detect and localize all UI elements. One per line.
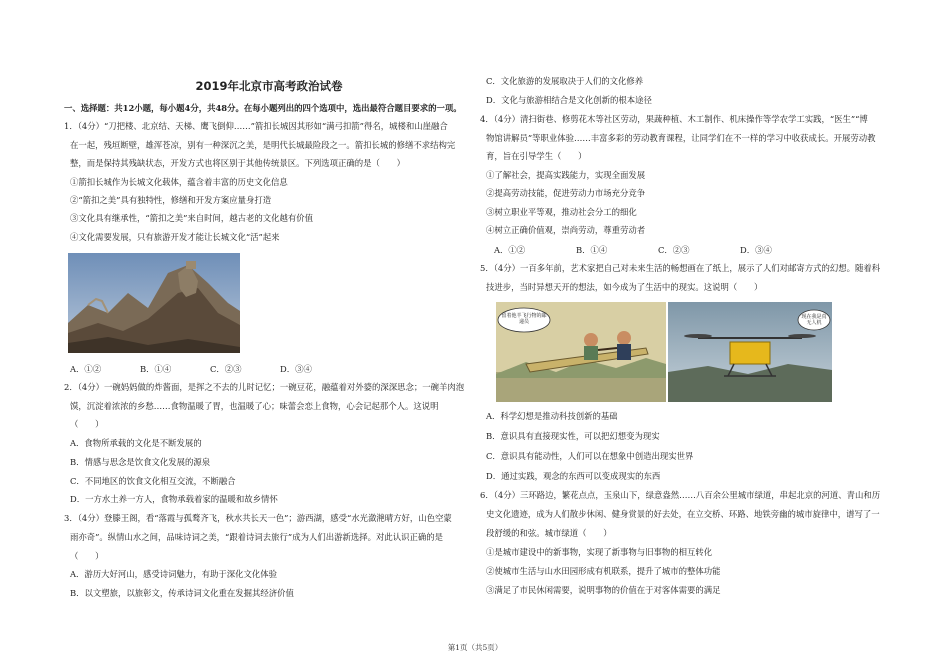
- q4-options: [494, 244, 794, 256]
- q1-option-b[interactable]: B．①④: [140, 364, 172, 374]
- paper-title: 2019年北京市高考政治试卷: [195, 79, 343, 93]
- q4-item-4: ④树立正确价值观，崇尚劳动，尊重劳动者: [486, 225, 646, 235]
- q5-line-2: 技进步，当时异想天开的想法，如今成为了生活中的现实。这说明（ ）: [486, 282, 763, 292]
- q2-option-b[interactable]: B．情感与思念是饮食文化发展的源泉: [70, 457, 211, 467]
- q4-item-1: ①了解社会，提高实践能力，实现全面发展: [486, 170, 646, 180]
- q5-option-b[interactable]: B．意识具有直接现实性，可以把幻想变为现实: [486, 431, 660, 441]
- q1-item-2: ②“箭扣之美”具有独特性，修缮和开发方案应量身打造: [70, 195, 272, 205]
- q4-line-3: 育，旨在引导学生（ ）: [486, 151, 587, 161]
- q5-line-1: 5．（4分）一百多年前，艺术家把自己对未来生活的畅想画在了纸上，展示了人们对邮寄方式的幻想。随着科: [480, 263, 881, 273]
- q4-line-2: 物馆讲解员”等职业体验……丰富多彩的劳动教育课程，让同学们在不一样的学习中收获成长。开展劳动教: [486, 133, 876, 143]
- q2-line-2: 馍，沉淀着浓浓的乡愁……食物温暖了胃，也温暖了心；味蕾会恋上食物，心会记起那个人。这说明: [70, 401, 439, 411]
- q1-option-a[interactable]: A．①②: [70, 364, 102, 374]
- q3-option-d[interactable]: D．文化与旅游相结合是文化创新的根本途径: [486, 95, 652, 105]
- q4-option-d[interactable]: D．③④: [740, 245, 772, 255]
- q1-line-1: 1．（4分）“刀把楼、北京结、天梯、鹰飞倒仰……”箭扣长城因其形如“满弓扣箭”得名，城楼和山崖融合: [64, 121, 448, 131]
- q3-option-b[interactable]: B．以文塑旅，以旅彰文，传承诗词文化重在发掘其经济价值: [70, 588, 294, 598]
- q3-option-c[interactable]: C．文化旅游的发展取决于人们的文化修养: [486, 76, 644, 86]
- q2-line-3: （ ）: [70, 419, 104, 429]
- great-wall-photo: [68, 253, 240, 353]
- q6-item-1: ①是城市建设中的新事物，实现了新事物与旧事物的相互转化: [486, 547, 713, 557]
- q3-line-2: 雨亦奇”。纵情山水之间，品味诗词之美，“跟着诗词去旅行”成为人们出游新选择。对此认识正确的是: [70, 532, 443, 542]
- q1-line-3: 整，而是保持其残缺状态，开发方式也将区别于其他传统景区。下列选项正确的是（ ）: [70, 158, 405, 168]
- q2-option-c[interactable]: C．不同地区的饮食文化相互交流，不断融合: [70, 476, 236, 486]
- q3-line-3: （ ）: [70, 551, 104, 561]
- q6-line-1: 6．（4分）三环路边，繁花点点，玉泉山下，绿意盎然……八百余公里城市绿道，串起北京的河道、青山和历: [480, 490, 881, 500]
- q4-option-b[interactable]: B．①④: [576, 245, 608, 255]
- q1-options: [70, 363, 370, 375]
- bubble-right-text: 现在我是真无人机: [801, 314, 827, 326]
- q5-option-d[interactable]: D．通过实践，观念的东西可以变成现实的东西: [486, 471, 661, 481]
- bubble-left-text: 留着他羊飞行物的邮递员: [501, 313, 547, 325]
- q2-option-a[interactable]: A．食物所承载的文化是不断发展的: [70, 438, 202, 448]
- q3-line-1: 3．（4分）登滕王阁，看“落霞与孤鹜齐飞，秋水共长天一色”；游西湖，感受“水光潋滟晴方好，山色空蒙: [64, 513, 452, 523]
- q6-item-2: ②使城市生活与山水田园形成有机联系，提升了城市的整体功能: [486, 566, 721, 576]
- page-footer: 第1页（共5页）: [447, 643, 503, 652]
- section-heading: 一、选择题：共12小题，每小题4分，共48分。在每小题列出的四个选项中，选出最符合题目要求的一项。: [64, 103, 462, 113]
- q6-line-2: 史文化遗迹，成为人们散步休闲、健身赏景的好去处，在立交桥、环路、地铁旁幽的城市旋律中，谱写了一: [486, 509, 880, 519]
- q4-item-2: ②提高劳动技能，促进劳动力市场充分竞争: [486, 188, 646, 198]
- q4-option-c[interactable]: C．②③: [658, 245, 690, 255]
- q1-item-3: ③文化具有继承性，“箭扣之美”来自时间，越古老的文化越有价值: [70, 213, 314, 223]
- q2-option-d[interactable]: D．一方水土养一方人，食物承载着家的温暖和故乡情怀: [70, 494, 278, 504]
- q4-option-a[interactable]: A．①②: [494, 245, 526, 255]
- q3-option-a[interactable]: A．游历大好河山，感受诗词魅力，有助于深化文化体验: [70, 569, 278, 579]
- q5-option-c[interactable]: C．意识具有能动性，人们可以在想象中创造出现实世界: [486, 451, 694, 461]
- q1-item-1: ①箭扣长城作为长城文化载体，蕴含着丰富的历史文化信息: [70, 177, 288, 187]
- q4-line-1: 4．（4分）清扫街巷、修剪花木等社区劳动，果蔬种植、木工制作、机床操作等学农学工实践，“医生”“博: [480, 114, 868, 124]
- q2-line-1: 2．（4分）一碗妈妈做的炸酱面，是挥之不去的儿时记忆；一碗豆花，融蕴着对外婆的深深思念；一碗羊肉泡: [64, 382, 465, 392]
- q6-item-3: ③满足了市民休闲需要，说明事物的价值在于对客体需要的满足: [486, 585, 721, 595]
- q1-option-c[interactable]: C．②③: [210, 364, 242, 374]
- delivery-drone-photo: [668, 302, 832, 402]
- q1-item-4: ④文化需要发展，只有旅游开发才能让长城文化“活”起来: [70, 232, 280, 242]
- q6-line-3: 段舒缓的和弦。城市绿道（ ）: [486, 528, 612, 538]
- vintage-postman-illustration: [496, 302, 666, 402]
- q5-option-a[interactable]: A．科学幻想是推动科技创新的基础: [486, 411, 618, 421]
- q1-option-d[interactable]: D．③④: [280, 364, 312, 374]
- q1-line-2: 在一起，残垣断壁，雄浑苍凉，别有一种深沉之美，是明代长城最险段之一。箭扣长城的修缮不求结构完: [70, 140, 456, 150]
- q4-item-3: ③树立职业平等观，推动社会分工的细化: [486, 207, 637, 217]
